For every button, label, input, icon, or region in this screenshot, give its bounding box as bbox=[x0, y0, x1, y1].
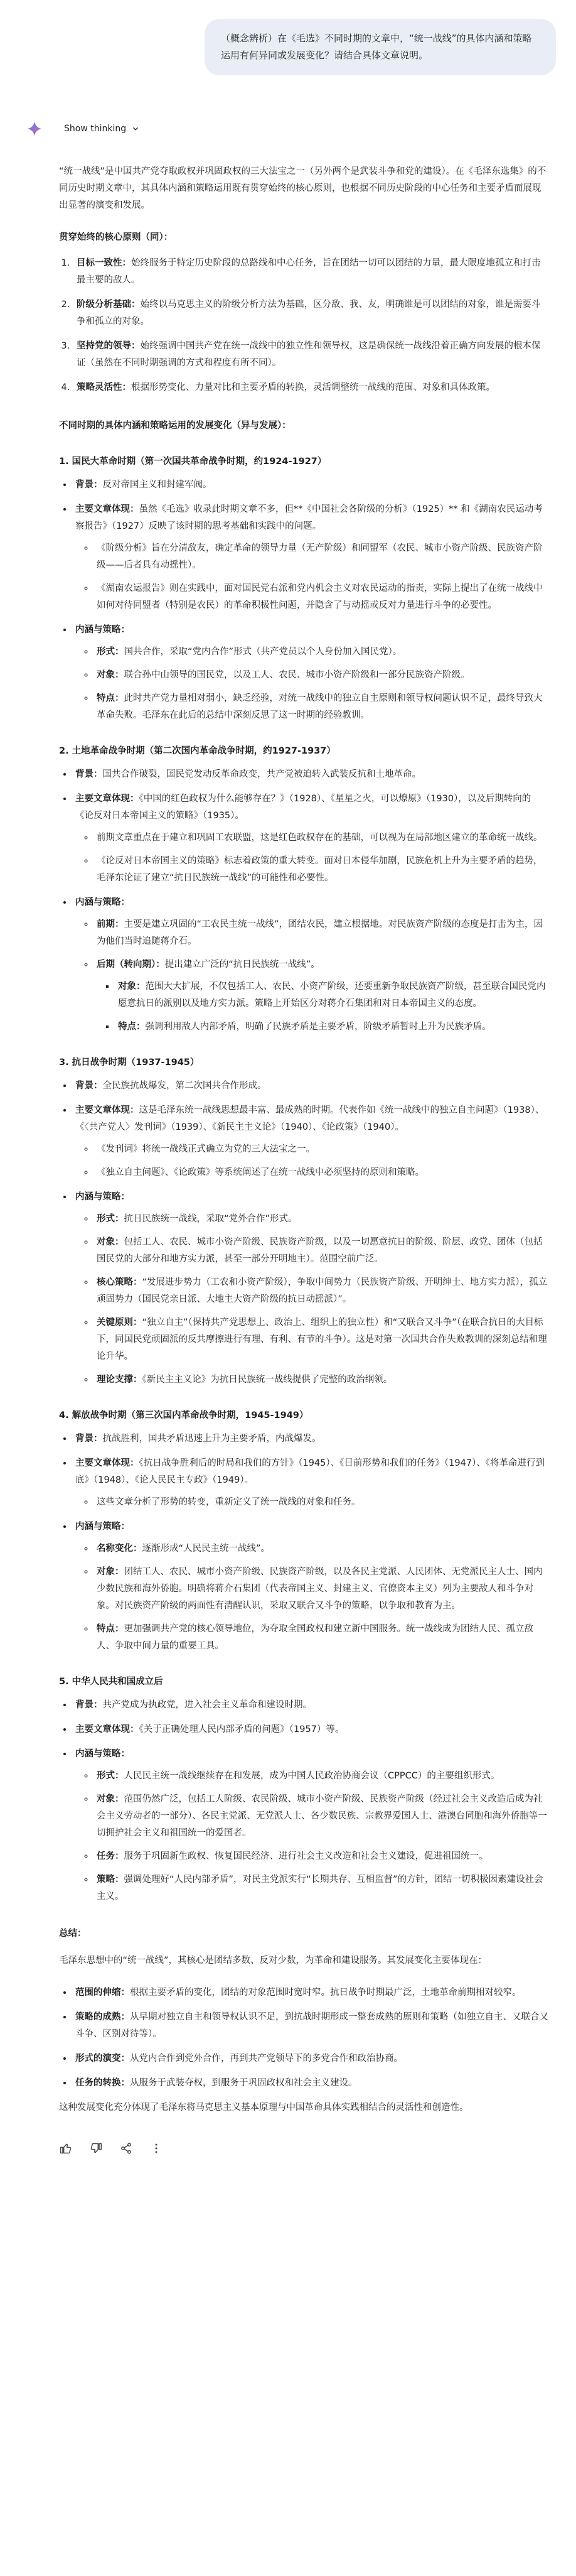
list-item: • 主要文章体现：虽然《毛选》收录此时期文章不多，但**《中国社会各阶级的分析》（1925）** 和《湖南农民运动考察报告》（1927）反映了该时期的思考基础和实践中的问题。 ◦ 《阶级分析》旨在分清敌友，确定革命的领导力量（无产阶级）和同盟军（农民、城市小资产阶级、民族资产阶级——后者具有动摇性）。 ◦ 《湖南农运报告》则在实践中，面对国民党右派和党内机会主义对农民运动的指责，实际上提出了在统一战线中如何对待同盟者（特别是农民）的革命积极性问题，并隐含了与动摇或反对力量进行斗争的必要性。 bbox=[73, 501, 548, 614]
list-item: • 主要文章体现：《抗日战争胜利后的时局和我们的方针》（1945）、《目前形势和我们的任务》（1947）、《将革命进行到底》（1948）、《论人民民主专政》（1949）。 ◦ 这些文章分析了形势的转变，重新定义了统一战线的对象和任务。 bbox=[73, 1455, 548, 1511]
list-item: ◦ 对象：团结工人、农民、城市小资产阶级、民族资产阶级，以及各民主党派、人民团体、无党派民主人士、国内少数民族和海外侨胞。明确将蒋介石集团（代表帝国主义、封建主义、官僚资本主义）列为主要敌人和斗争对象。对民族资产阶级的两面性有清醒认识，采取又联合又斗争的策略，以争取和教育为主。 bbox=[94, 1564, 548, 1615]
bullet-list bbox=[75, 1540, 548, 1655]
period-section bbox=[59, 743, 548, 1036]
bullet-list bbox=[75, 830, 548, 887]
list-item: ◦ 对象：联合孙中山领导的国民党，以及工人、农民、城市小资产阶级和一部分民族资产阶级。 bbox=[94, 667, 548, 684]
list-item: • 内涵与策略： ◦ 名称变化：逐渐形成“人民民主统一战线”。 ◦ 对象：团结工人、农民、城市小资产阶级、民族资产阶级，以及各民主党派、人民团体、无党派民主人士、国内少数民族和海外侨胞。明确将蒋介石集团（代表帝国主义、封建主义、官僚资本主义）列为主要敌人和斗争对象。对民族资产阶级的两面性有清醒认识，采取又联合又斗争的策略，以争取和教育为主。 ◦ 特点：更加强调共产党的核心领导地位，为夺取全国政权和建立新中国服务。统一战线成为团结人民、孤立敌人、争取中间力量的重要工具。 bbox=[73, 1518, 548, 1655]
more-options-button[interactable] bbox=[149, 2141, 163, 2155]
list-item: ◦ 这些文章分析了形势的转变，重新定义了统一战线的对象和任务。 bbox=[94, 1494, 548, 1511]
principle-item: 1. 目标一致性：始终服务于特定历史阶段的总路线和中心任务，旨在团结一切可以团结的力量，最大限度地孤立和打击最主要的敌人。 bbox=[73, 255, 548, 289]
assistant-header bbox=[26, 121, 556, 137]
summary-item: • 形式的演变：从党内合作到党外合作，再到共产党领导下的多党合作和政治协商。 bbox=[73, 2050, 548, 2067]
summary-list bbox=[59, 1984, 548, 2092]
show-thinking-toggle[interactable] bbox=[64, 124, 140, 134]
principle-item: 2. 阶级分析基础：始终以马克思主义的阶级分析方法为基础，区分敌、我、友，明确谁是可以团结的对象，谁是需要斗争和孤立的对象。 bbox=[73, 296, 548, 330]
principle-item: 3. 坚持党的领导：始终强调中国共产党在统一战线中的独立性和领导权，这是确保统一战线沿着正确方向发展的根本保证（虽然在不同时期强调的方式和程度有所不同）。 bbox=[73, 338, 548, 372]
bullet-list bbox=[59, 766, 548, 1036]
thumb-down-button[interactable] bbox=[89, 2141, 103, 2155]
bullet-list bbox=[75, 1768, 548, 1905]
thumb-up-button[interactable] bbox=[59, 2141, 73, 2155]
more-vert-icon bbox=[150, 2142, 163, 2155]
bullet-list bbox=[59, 1078, 548, 1388]
bullet-list bbox=[75, 1141, 548, 1181]
period-heading: 4. 解放战争时期（第三次国内革命战争时期，1945-1949） bbox=[59, 1410, 309, 1421]
response-actions bbox=[59, 2141, 556, 2155]
list-item: • 主要文章体现：《关于正确处理人民内部矛盾的问题》（1957）等。 bbox=[73, 1721, 548, 1738]
thumb-down-icon bbox=[90, 2142, 102, 2155]
share-icon bbox=[120, 2142, 132, 2155]
list-item: ◦ 形式：国共合作，采取“党内合作”形式（共产党员以个人身份加入国民党）。 bbox=[94, 644, 548, 661]
list-item: • 背景：反对帝国主义和封建军阀。 bbox=[73, 477, 548, 494]
list-item: ◦ 关键原则：“独立自主”（保持共产党思想上、政治上、组织上的独立性）和“又联合又斗争”（在联合抗日的大目标下，同国民党顽固派的反共摩擦进行有理、有利、有节的斗争）。这是对第一次国共合作失败教训的深刻总结和理论升华。 bbox=[94, 1314, 548, 1365]
bullet-list bbox=[59, 1431, 548, 1655]
period-section bbox=[59, 1054, 548, 1388]
gemini-spark-icon bbox=[26, 121, 43, 137]
user-message-bubble: （概念辨析）在《毛选》不同时期的文章中，“统一战线”的具体内涵和策略运用有何异同或发展变化？请结合具体文章说明。 bbox=[205, 19, 556, 75]
list-item: • 主要文章体现：《中国的红色政权为什么能够存在？》（1928）、《星星之火，可以燎原》（1930），以及后期转向的《论反对日本帝国主义的策略》（1935）。 ◦ 前期文章重点在于建立和巩固工农联盟，这是红色政权存在的基础，可以视为在局部地区建立的革命统一战线。 ◦ 《论反对日本帝国主义的策略》标志着政策的重大转变。面对日本侵华加剧，民族危机上升为主要矛盾的趋势，毛泽东论证了建立“抗日民族统一战线”的可能性和必要性。 bbox=[73, 791, 548, 887]
bullet-list bbox=[75, 540, 548, 614]
principles-list bbox=[59, 255, 548, 396]
period-section bbox=[59, 453, 548, 724]
period-section bbox=[59, 1674, 548, 1905]
summary-item: • 策略的成熟：从早期对独立自主和领导权认识不足，到抗战时期形成一整套成熟的原则和策略（如独立自主、又联合又斗争、区别对待等）。 bbox=[73, 2009, 548, 2043]
list-item: ◦ 《阶级分析》旨在分清敌友，确定革命的领导力量（无产阶级）和同盟军（农民、城市小资产阶级、民族资产阶级——后者具有动摇性）。 bbox=[94, 540, 548, 574]
list-item: ◦ 任务：服务于巩固新生政权、恢复国民经济、进行社会主义改造和社会主义建设，促进祖国统一。 bbox=[94, 1848, 548, 1865]
list-item: ◦ 前期：主要是建立巩固的“工农民主统一战线”，团结农民，建立根据地。对民族资产阶级的态度是打击为主，因为他们当时追随蒋介石。 bbox=[94, 916, 548, 950]
share-button[interactable] bbox=[119, 2141, 133, 2155]
list-item: ◦ 前期文章重点在于建立和巩固工农联盟，这是红色政权存在的基础，可以视为在局部地区建立的革命统一战线。 bbox=[94, 830, 548, 847]
list-item: ▪ 特点：强调利用敌人内部矛盾，明确了民族矛盾是主要矛盾，阶级矛盾暂时上升为民族矛盾。 bbox=[115, 1019, 548, 1036]
list-item: • 内涵与策略： ◦ 形式：人民民主统一战线继续存在和发展，成为中国人民政治协商会议（CPPCC）的主要组织形式。 ◦ 对象：范围仍然广泛，包括工人阶级、农民阶级、城市小资产阶级、民族资产阶级（经过社会主义改造后成为社会主义劳动者的一部分）、各民主党派、无党派人士、各少数民族、宗教界爱国人士、港澳台同胞和海外侨胞等一切拥护社会主义和祖国统一的爱国者。 ◦ 任务：服务于巩固新生政权、恢复国民经济、进行社会主义改造和社会主义建设，促进祖国统一。 ◦ 策略：强调处理好“人民内部矛盾”，对民主党派实行“长期共存、互相监督”的方针，团结一切积极因素建设社会主义。 bbox=[73, 1746, 548, 1905]
period-section bbox=[59, 1407, 548, 1655]
period-heading: 1. 国民大革命时期（第一次国共革命战争时期，约1924-1927） bbox=[59, 457, 327, 467]
bullet-list bbox=[97, 978, 548, 1036]
list-item: ◦ 对象：范围仍然广泛，包括工人阶级、农民阶级、城市小资产阶级、民族资产阶级（经过社会主义改造后成为社会主义劳动者的一部分）、各民主党派、无党派人士、各少数民族、宗教界爱国人士、港澳台同胞和海外侨胞等一切拥护社会主义和祖国统一的爱国者。 bbox=[94, 1791, 548, 1842]
list-item: ◦ 名称变化：逐渐形成“人民民主统一战线”。 bbox=[94, 1540, 548, 1557]
user-message-row bbox=[20, 19, 556, 75]
list-item: ◦ 理论支撑：《新民主主义论》为抗日民族统一战线提供了完整的政治纲领。 bbox=[94, 1372, 548, 1388]
list-item: • 内涵与策略： ◦ 形式：国共合作，采取“党内合作”形式（共产党员以个人身份加入国民党）。 ◦ 对象：联合孙中山领导的国民党，以及工人、农民、城市小资产阶级和一部分民族资产阶级。 ◦ 特点：此时共产党力量相对弱小，缺乏经验，对统一战线中的独立自主原则和领导权问题认识不足，最终导致大革命失败。毛泽东在此后的总结中深刻反思了这一时期的经验教训。 bbox=[73, 622, 548, 724]
bullet-list bbox=[75, 1211, 548, 1388]
list-item: ◦ 《论反对日本帝国主义的策略》标志着政策的重大转变。面对日本侵华加剧，民族危机上升为主要矛盾的趋势，毛泽东论证了建立“抗日民族统一战线”的可能性和必要性。 bbox=[94, 853, 548, 887]
list-item: ◦ 《独立自主问题》、《论政策》等系统阐述了在统一战线中必须坚持的原则和策略。 bbox=[94, 1164, 548, 1181]
chevron-down-icon bbox=[131, 124, 140, 133]
assistant-response bbox=[59, 163, 548, 2116]
list-item: ◦ 形式：人民民主统一战线继续存在和发展，成为中国人民政治协商会议（CPPCC）的主要组织形式。 bbox=[94, 1768, 548, 1785]
list-item: ◦ 策略：强调处理好“人民内部矛盾”，对民主党派实行“长期共存、互相监督”的方针，团结一切积极因素建设社会主义。 bbox=[94, 1871, 548, 1905]
principle-item: 4. 策略灵活性：根据形势变化、力量对比和主要矛盾的转换，灵活调整统一战线的范围、对象和具体政策。 bbox=[73, 379, 548, 396]
summary-title: 总结： bbox=[59, 1929, 87, 1939]
list-item: • 背景：国共合作破裂，国民党发动反革命政变，共产党被迫转入武装反抗和土地革命。 bbox=[73, 766, 548, 783]
closing-paragraph: 这种发展变化充分体现了毛泽东将马克思主义基本原理与中国革命具体实践相结合的灵活性和创造性。 bbox=[59, 2102, 469, 2113]
summary-item: • 任务的转换：从服务于武装夺权，到服务于巩固政权和社会主义建设。 bbox=[73, 2075, 548, 2092]
list-item: ◦ 《发刊词》将统一战线正式确立为党的三大法宝之一。 bbox=[94, 1141, 548, 1158]
list-item: • 内涵与策略： ◦ 形式：抗日民族统一战线，采取“党外合作”形式。 ◦ 对象：包括工人、农民、城市小资产阶级、民族资产阶级，以及一切愿意抗日的阶级、阶层、政党、团体（包括国民党的大部分和地方实力派，甚至一部分开明地主）。范围空前广泛。 ◦ 核心策略：“发展进步势力（工农和小资产阶级），争取中间势力（民族资产阶级、开明绅士、地方实力派），孤立顽固势力（国民党亲日派、大地主大资产阶级的抗日动摇派）”。 ◦ 关键原则：“独立自主”（保持共产党思想上、政治上、组织上的独立性）和“又联合又斗争”（在联合抗日的大目标下，同国民党顽固派的反共摩擦进行有理、有利、有节的斗争）。这是对第一次国共合作失败教训的深刻总结和理论升华。 ◦ 理论支撑：《新民主主义论》为抗日民族统一战线提供了完整的政治纲领。 bbox=[73, 1189, 548, 1388]
list-item: • 背景：共产党成为执政党，进入社会主义革命和建设时期。 bbox=[73, 1697, 548, 1714]
list-item: • 背景：全民族抗战爆发，第二次国共合作形成。 bbox=[73, 1078, 548, 1095]
list-item: ◦ 特点：此时共产党力量相对弱小，缺乏经验，对统一战线中的独立自主原则和领导权问题认识不足，最终导致大革命失败。毛泽东在此后的总结中深刻反思了这一时期的经验教训。 bbox=[94, 690, 548, 724]
bullet-list bbox=[59, 477, 548, 724]
list-item: ◦ 形式：抗日民族统一战线，采取“党外合作”形式。 bbox=[94, 1211, 548, 1228]
periods-container bbox=[59, 453, 548, 1905]
show-thinking-label: Show thinking bbox=[64, 124, 127, 134]
thumb-up-icon bbox=[60, 2142, 72, 2155]
period-heading: 2. 土地革命战争时期（第二次国内革命战争时期，约1927-1937） bbox=[59, 746, 336, 756]
period-heading: 5. 中华人民共和国成立后 bbox=[59, 1677, 163, 1687]
list-item: • 背景：抗战胜利，国共矛盾迅速上升为主要矛盾，内战爆发。 bbox=[73, 1431, 548, 1448]
list-item: • 内涵与策略： ◦ 前期：主要是建立巩固的“工农民主统一战线”，团结农民，建立根据地。对民族资产阶级的态度是打击为主，因为他们当时追随蒋介石。 ◦ 后期（转向期）：提出建立广泛的“抗日民族统一战线”。 ▪ 对象：范围大大扩展，不仅包括工人、农民、小资产阶级，还要重新争取民族资产阶级，甚至联合国民党内愿意抗日的派别以及地方实力派。策略上开始区分对蒋介石集团和对日本帝国主义的态度。 ▪ 特点：强调利用敌人内部矛盾，明确了民族矛盾是主要矛盾，阶级矛盾暂时上升为民族矛盾。 bbox=[73, 894, 548, 1036]
differences-title: 不同时期的具体内涵和策略运用的发展变化（异与发展）： bbox=[59, 421, 291, 431]
summary-item: • 范围的伸缩：根据主要矛盾的变化，团结的对象范围时宽时窄。抗日战争时期最广泛，土地革命前期相对较窄。 bbox=[73, 1984, 548, 2001]
bullet-list bbox=[59, 1697, 548, 1905]
list-item: ◦ 对象：包括工人、农民、城市小资产阶级、民族资产阶级，以及一切愿意抗日的阶级、阶层、政党、团体（包括国民党的大部分和地方实力派，甚至一部分开明地主）。范围空前广泛。 bbox=[94, 1234, 548, 1268]
list-item: • 主要文章体现：这是毛泽东统一战线思想最丰富、最成熟的时期。代表作如《统一战线中的独立自主问题》（1938）、《〈共产党人〉发刊词》（1939）、《新民主主义论》（1940）、《论政策》（1940）。 ◦ 《发刊词》将统一战线正式确立为党的三大法宝之一。 ◦ 《独立自主问题》、《论政策》等系统阐述了在统一战线中必须坚持的原则和策略。 bbox=[73, 1102, 548, 1181]
list-item: ▪ 对象：范围大大扩展，不仅包括工人、农民、小资产阶级，还要重新争取民族资产阶级，甚至联合国民党内愿意抗日的派别以及地方实力派。策略上开始区分对蒋介石集团和对日本帝国主义的态度。 bbox=[115, 978, 548, 1012]
intro-paragraph: “统一战线”是中国共产党夺取政权并巩固政权的三大法宝之一（另外两个是武装斗争和党的建设）。在《毛泽东选集》的不同历史时期文章中，其具体内涵和策略运用既有贯穿始终的核心原则，也根据不同历史阶段的中心任务和主要矛盾而展现出显著的演变和发展。 bbox=[59, 166, 547, 210]
principles-title: 贯穿始终的核心原则（同）： bbox=[59, 232, 173, 242]
bullet-list bbox=[75, 1494, 548, 1511]
list-item: ◦ 核心策略：“发展进步势力（工农和小资产阶级），争取中间势力（民族资产阶级、开明绅士、地方实力派），孤立顽固势力（国民党亲日派、大地主大资产阶级的抗日动摇派）”。 bbox=[94, 1274, 548, 1308]
bullet-list bbox=[75, 644, 548, 724]
list-item: ◦ 后期（转向期）：提出建立广泛的“抗日民族统一战线”。 ▪ 对象：范围大大扩展，不仅包括工人、农民、小资产阶级，还要重新争取民族资产阶级，甚至联合国民党内愿意抗日的派别以及地方实力派。策略上开始区分对蒋介石集团和对日本帝国主义的态度。 ▪ 特点：强调利用敌人内部矛盾，明确了民族矛盾是主要矛盾，阶级矛盾暂时上升为民族矛盾。 bbox=[94, 956, 548, 1036]
summary-intro: 毛泽东思想中的“统一战线”，其核心是团结多数、反对少数，为革命和建设服务。其发展变化主要体现在： bbox=[59, 1956, 488, 1966]
period-heading: 3. 抗日战争时期（1937-1945） bbox=[59, 1058, 200, 1068]
list-item: ◦ 《湖南农运报告》则在实践中，面对国民党右派和党内机会主义对农民运动的指责，实际上提出了在统一战线中如何对待同盟者（特别是农民）的革命积极性问题，并隐含了与动摇或反对力量进行斗争的必要性。 bbox=[94, 580, 548, 614]
bullet-list bbox=[75, 916, 548, 1036]
list-item: ◦ 特点：更加强调共产党的核心领导地位，为夺取全国政权和建立新中国服务。统一战线成为团结人民、孤立敌人、争取中间力量的重要工具。 bbox=[94, 1621, 548, 1655]
